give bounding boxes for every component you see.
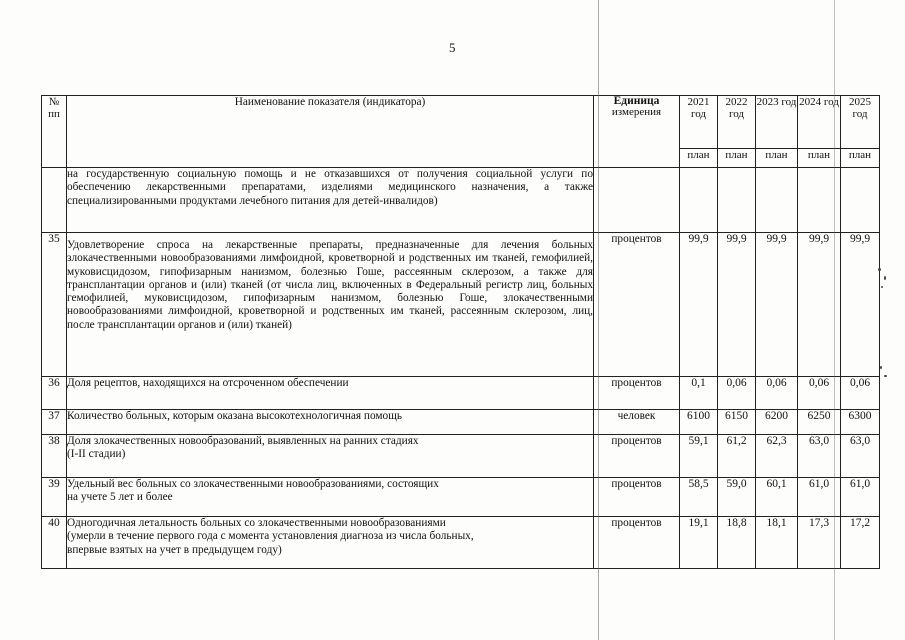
value-2024: 6250 [798,410,841,435]
table-row-37 [42,410,880,435]
indicator-name-line1: Удельный вес больных со злокачественными новообразованиями, состоящих [67,478,439,490]
header-unit-line1: Единица [613,95,660,107]
value-2021: 59,1 [680,435,718,478]
value-2022: 99,9 [718,233,756,377]
value-2024: 99,9 [798,233,841,377]
value-2025: 61,0 [841,478,880,517]
table-row-38 [42,435,880,478]
unit-cell: процентов [594,478,680,517]
plan-label: план [798,149,841,168]
scan-fold-line [834,0,835,640]
indicator-name-line1: Одногодичная летальность больных со злокачественными новообразованиями [67,517,446,529]
value-2025: 6300 [841,410,880,435]
indicator-name-line1: Доля злокачественных новообразований, выявленных на ранних стадиях [67,435,419,447]
value-2023: 99,9 [756,233,798,377]
table-row-35 [42,233,880,377]
value-2023: 60,1 [756,478,798,517]
scan-speck [878,268,881,271]
row-number: 40 [42,517,67,569]
scan-speck [884,276,886,280]
unit-cell: процентов [594,517,680,569]
indicator-name: Количество больных, которым оказана высокотехнологичная помощь [67,410,594,435]
indicator-name [67,517,594,569]
unit-cell: человек [594,410,680,435]
table-row-36 [42,377,880,410]
row-number: 39 [42,478,67,517]
row-number: 36 [42,377,67,410]
plan-label: план [680,149,718,168]
indicator-name: Удовлетворение спроса на лекарственные препараты, предназначенные для лечения больных злокачественными новообразованиями лимфоидной, кроветворной и родственных им тканей, гемофилией, муковисцидозом, гипофизарным нанизмом, болезнью Гоше, рассеянным склерозом, а также для трансплантации органов и (или) тканей (от числа лиц, включенных в Федеральный регистр лиц, больных гемофилией, муковисцидозом, гипофизарным нанизмом, болезнью Гоше, злокачественными новообразованиями лимфоидной, кроветворной и родственных им тканей, рассеянным склерозом, лиц, после трансплантации органов и (или) тканей) [67,233,594,377]
value-2021: 58,5 [680,478,718,517]
header-unit-line2: измерения [611,106,662,118]
row-number: 35 [42,233,67,377]
indicator-name-line3: впервые взятых на учет в предыдущем году) [67,543,282,556]
scan-speck [881,286,883,288]
value-2024: 17,3 [798,517,841,569]
header-year-2023: 2023 год [756,96,798,149]
header-year-2024: 2024 год [798,96,841,149]
value-2023: 62,3 [756,435,798,478]
row-number: 37 [42,410,67,435]
value-2022: 59,0 [718,478,756,517]
scan-speck [880,366,882,369]
value-2023: 18,1 [756,517,798,569]
table-header-row [42,96,880,149]
value-2022: 61,2 [718,435,756,478]
header-unit [594,96,680,168]
value-2021: 19,1 [680,517,718,569]
indicator-name: Доля рецептов, находящихся на отсроченном обеспечении [67,377,594,410]
indicator-name [67,478,594,517]
unit-cell: процентов [594,233,680,377]
table-row-continuation [42,168,880,233]
header-year-2025: 2025 год [841,96,880,149]
header-year-2022: 2022 год [718,96,756,149]
header-year-2021: 2021 год [680,96,718,149]
indicator-name-line2: (умерли в течение первого года с момента установления диагноза из числа больных, [67,530,474,543]
plan-label: план [718,149,756,168]
row-number: 38 [42,435,67,478]
value-2022: 0,06 [718,377,756,410]
plan-label: план [756,149,798,168]
value-2024: 0,06 [798,377,841,410]
value-2022: 18,8 [718,517,756,569]
unit-cell: процентов [594,435,680,478]
value-2025: 17,2 [841,517,880,569]
value-2025: 0,06 [841,377,880,410]
value-2025: 99,9 [841,233,880,377]
value-2024: 61,0 [798,478,841,517]
indicator-name [67,435,594,478]
value-2023: 6200 [756,410,798,435]
value-2025: 63,0 [841,435,880,478]
header-number: № пп [42,96,67,168]
scan-speck [884,375,887,377]
value-2021: 6100 [680,410,718,435]
value-2023: 0,06 [756,377,798,410]
indicators-table [41,95,880,569]
continuation-text: на государственную социальную помощь и не отказавшихся от получения социальной услуги по обеспечению лекарственными препаратами, изделиями медицинского назначения, а также специализированными продуктами лечебного питания для детей-инвалидов) [67,168,594,233]
plan-label: план [841,149,880,168]
scan-fold-line [598,0,599,640]
value-2022: 6150 [718,410,756,435]
table-row-39 [42,478,880,517]
value-2021: 0,1 [680,377,718,410]
header-indicator-name: Наименование показателя (индикатора) [67,96,594,168]
indicator-name-line2: (I-II стадии) [67,448,126,461]
indicator-name-line2: на учете 5 лет и более [67,491,173,504]
value-2024: 63,0 [798,435,841,478]
table-row-40 [42,517,880,569]
value-2021: 99,9 [680,233,718,377]
page-number: 5 [449,40,456,55]
unit-cell: процентов [594,377,680,410]
